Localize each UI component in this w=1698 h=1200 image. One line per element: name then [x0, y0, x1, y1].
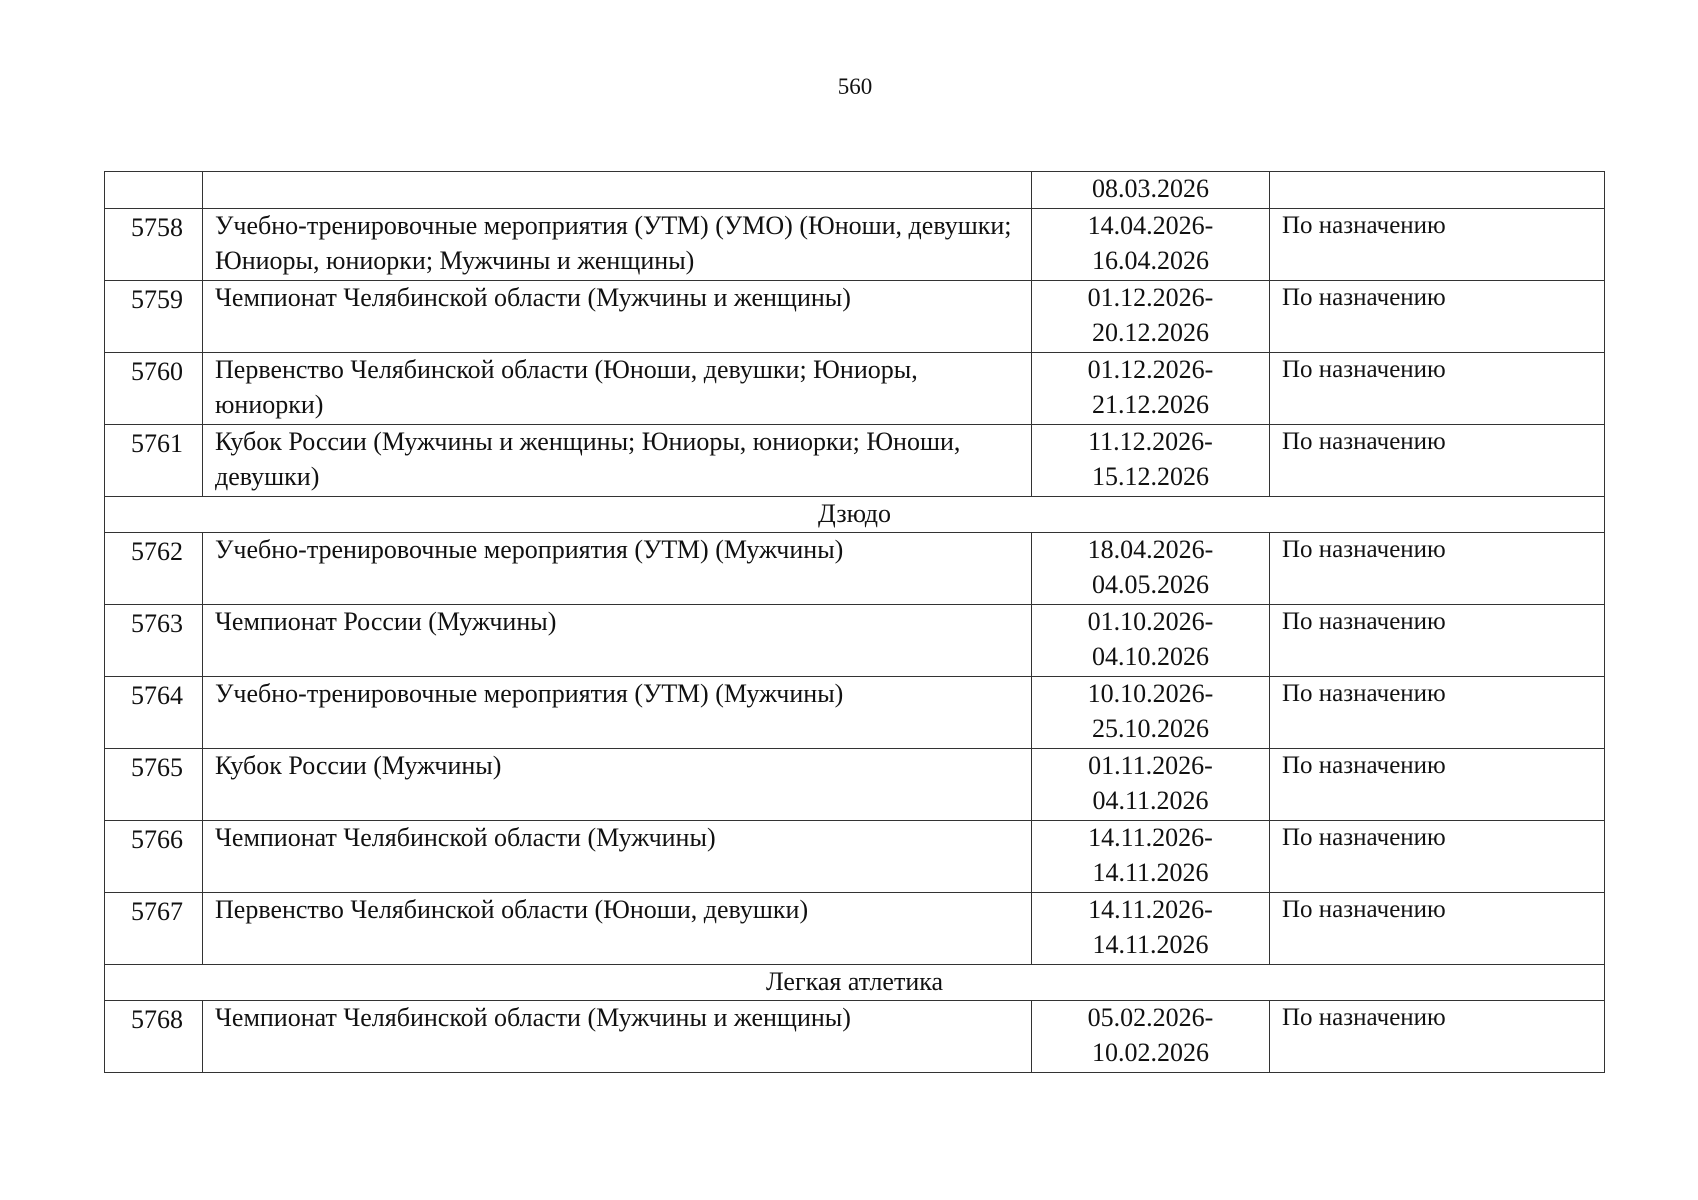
date-start: 01.12.2026- — [1087, 283, 1214, 312]
cell-event-name: Учебно-тренировочные мероприятия (УТМ) (Мужчины) — [203, 677, 1032, 749]
cell-place: По назначению — [1270, 821, 1605, 893]
cell-place: По назначению — [1270, 1001, 1605, 1073]
cell-number: 5759 — [105, 281, 203, 353]
cell-dates — [1032, 893, 1270, 965]
cell-place: По назначению — [1270, 749, 1605, 821]
date-start: 01.10.2026- — [1087, 607, 1214, 636]
date-end: 04.05.2026 — [1092, 569, 1209, 599]
events-table-body — [105, 172, 1605, 1073]
table-row — [105, 425, 1605, 497]
cell-dates — [1032, 677, 1270, 749]
page-number: 560 — [837, 74, 873, 99]
section-header-row — [105, 497, 1605, 533]
cell-dates — [1032, 821, 1270, 893]
date-start: 05.02.2026- — [1087, 1003, 1214, 1032]
cell-dates — [1032, 353, 1270, 425]
cell-dates — [1032, 749, 1270, 821]
section-header-row — [105, 965, 1605, 1001]
table-row — [105, 821, 1605, 893]
cell-event-name: Учебно-тренировочные мероприятия (УТМ) (Мужчины) — [203, 533, 1032, 605]
cell-place: По назначению — [1270, 353, 1605, 425]
table-row-continuation — [105, 172, 1605, 209]
cell-event-name: Чемпионат Челябинской области (Мужчины и женщины) — [203, 281, 1032, 353]
cell-event-name: Чемпионат Челябинской области (Мужчины) — [203, 821, 1032, 893]
table-row — [105, 893, 1605, 965]
cell-number: 5760 — [105, 353, 203, 425]
cell-dates — [1032, 172, 1270, 209]
date-start: 01.12.2026- — [1087, 355, 1214, 384]
cell-event-name: Кубок России (Мужчины) — [203, 749, 1032, 821]
cell-dates — [1032, 425, 1270, 497]
cell-event-name: Первенство Челябинской области (Юноши, девушки) — [203, 893, 1032, 965]
cell-event-name: Чемпионат Челябинской области (Мужчины и женщины) — [203, 1001, 1032, 1073]
section-title: Легкая атлетика — [105, 965, 1605, 1001]
date-start: 14.04.2026- — [1087, 211, 1214, 240]
cell-number: 5763 — [105, 605, 203, 677]
table-row — [105, 533, 1605, 605]
date-end: 21.12.2026 — [1092, 389, 1209, 419]
table-row — [105, 353, 1605, 425]
cell-number: 5761 — [105, 425, 203, 497]
cell-place — [1270, 172, 1605, 209]
date-end: 04.10.2026 — [1092, 641, 1209, 671]
cell-place: По назначению — [1270, 281, 1605, 353]
cell-place: По назначению — [1270, 425, 1605, 497]
cell-dates — [1032, 281, 1270, 353]
cell-number: 5758 — [105, 209, 203, 281]
date-end: 14.11.2026 — [1092, 929, 1209, 959]
table-row — [105, 677, 1605, 749]
cell-place: По назначению — [1270, 893, 1605, 965]
cell-event-name: Учебно-тренировочные мероприятия (УТМ) (УМО) (Юноши, девушки; Юниоры, юниорки; Мужчины и женщины) — [203, 209, 1032, 281]
date-start: 14.11.2026- — [1088, 823, 1213, 852]
cell-dates — [1032, 533, 1270, 605]
events-table — [104, 171, 1605, 1073]
date-end: 25.10.2026 — [1092, 713, 1209, 743]
date-end: 16.04.2026 — [1092, 245, 1209, 275]
cell-event-name — [203, 172, 1032, 209]
table-row — [105, 209, 1605, 281]
cell-event-name: Чемпионат России (Мужчины) — [203, 605, 1032, 677]
section-title: Дзюдо — [105, 497, 1605, 533]
table-row — [105, 1001, 1605, 1073]
date-end: 14.11.2026 — [1092, 857, 1209, 887]
date-start: 18.04.2026- — [1087, 535, 1214, 564]
date-end: 20.12.2026 — [1092, 317, 1209, 347]
cell-place: По назначению — [1270, 677, 1605, 749]
date-start: 01.11.2026- — [1088, 751, 1213, 780]
table-row — [105, 281, 1605, 353]
cell-event-name: Первенство Челябинской области (Юноши, девушки; Юниоры, юниорки) — [203, 353, 1032, 425]
cell-number: 5766 — [105, 821, 203, 893]
cell-number: 5767 — [105, 893, 203, 965]
cell-number — [105, 172, 203, 209]
cell-dates — [1032, 605, 1270, 677]
cell-dates — [1032, 209, 1270, 281]
date-start: 11.12.2026- — [1088, 427, 1213, 456]
cell-number: 5762 — [105, 533, 203, 605]
date-start: 10.10.2026- — [1087, 679, 1214, 708]
date-end: 08.03.2026 — [1092, 174, 1209, 203]
table-row — [105, 749, 1605, 821]
cell-place: По назначению — [1270, 605, 1605, 677]
cell-event-name: Кубок России (Мужчины и женщины; Юниоры, юниорки; Юноши, девушки) — [203, 425, 1032, 497]
date-end: 15.12.2026 — [1092, 461, 1209, 491]
cell-place: По назначению — [1270, 533, 1605, 605]
cell-place: По назначению — [1270, 209, 1605, 281]
cell-number: 5768 — [105, 1001, 203, 1073]
date-end: 04.11.2026 — [1092, 785, 1209, 815]
cell-dates — [1032, 1001, 1270, 1073]
cell-number: 5765 — [105, 749, 203, 821]
cell-number: 5764 — [105, 677, 203, 749]
date-end: 10.02.2026 — [1092, 1037, 1209, 1067]
date-start: 14.11.2026- — [1088, 895, 1213, 924]
table-row — [105, 605, 1605, 677]
